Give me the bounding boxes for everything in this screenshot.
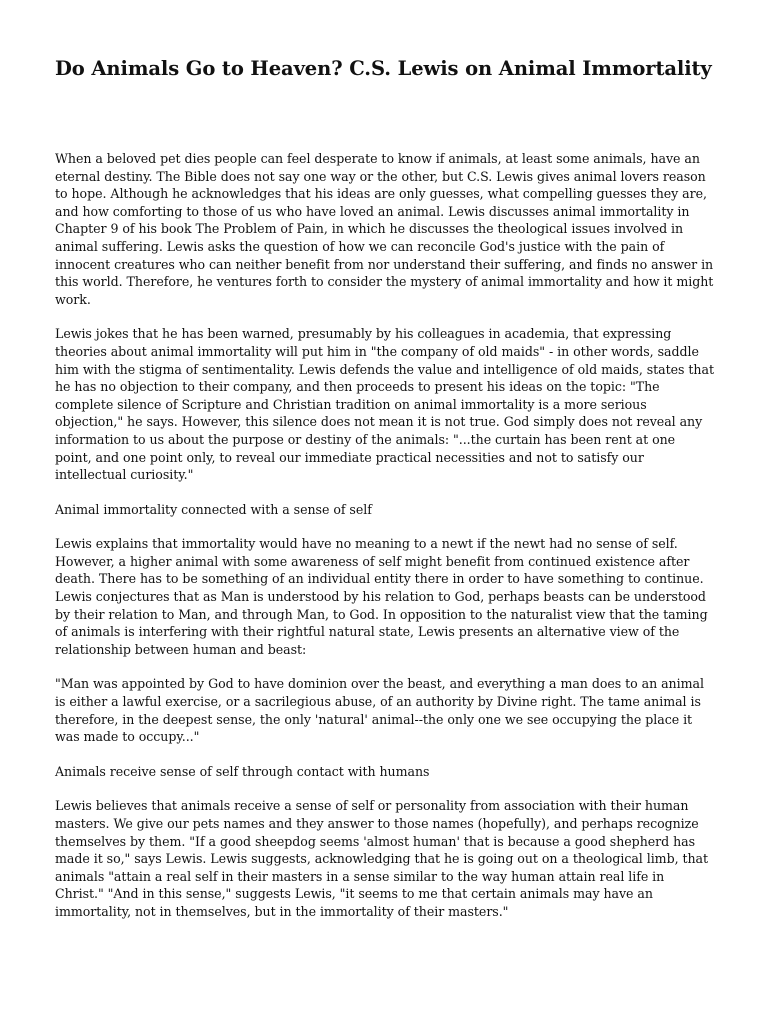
page-title: Do Animals Go to Heaven? C.S. Lewis on Animal Immortality	[55, 57, 712, 80]
section-heading-sense-of-self: Animal immortality connected with a sense of self	[55, 501, 372, 517]
paragraph-masters: Lewis believes that animals receive a sense of self or personality from association with their human masters. We give our pets names and they answer to those names (hopefully), and perhaps recognize themselves by them. "If a good sheepdog seems 'almost human' that is because a good shepherd has made it so," says Lewis. Lewis suggests, acknowledging that he is going out on a theological limb, that animals "attain a real self in their masters in a sense similar to the way human attain real life in Christ." "And in this sense," suggests Lewis, "it seems to me that certain animals may have an immortality, not in themselves, but in the immortality of their masters."	[55, 798, 709, 919]
paragraph-newt: Lewis explains that immortality would have no meaning to a newt if the newt had no sense of self. However, a higher animal with some awareness of self might benefit from continued existence after death. There has to be something of an individual entity there in order to have something to continue. Lewis conjectures that as Man is understood by his relation to God, perhaps beasts can be understood by their relation to Man, and through Man, to God. In opposition to the naturalist view that the taming of animals is interfering with their rightful natural state, Lewis presents an alternative view of the relationship between human and beast:	[55, 536, 708, 657]
article-body	[55, 150, 715, 938]
paragraph-old-maids: Lewis jokes that he has been warned, presumably by his colleagues in academia, that expressing theories about animal immortality will put him in "the company of old maids" - in other words, saddle him with the stigma of sentimentality. Lewis defends the value and intelligence of old maids, states that he has no objection to their company, and then proceeds to present his ideas on the topic: "The complete silence of Scripture and Christian tradition on animal immortality is a more serious objection," he says. However, this silence does not mean it is not true. God simply does not reveal any information to us about the purpose or destiny of the animals: "...the curtain has been rent at one point, and one point only, to reveal our immediate practical necessities and not to satisfy our intellectual curiosity."	[55, 326, 714, 483]
section-heading-contact-with-humans: Animals receive sense of self through contact with humans	[55, 763, 430, 779]
paragraph-quote-dominion: "Man was appointed by God to have dominion over the beast, and everything a man does to an animal is either a lawful exercise, or a sacrilegious abuse, of an authority by Divine right. The tame animal is therefore, in the deepest sense, the only 'natural' animal--the only one we see occupying the place it was made to occupy..."	[55, 676, 704, 745]
paragraph-intro: When a beloved pet dies people can feel desperate to know if animals, at least some animals, have an eternal destiny. The Bible does not say one way or the other, but C.S. Lewis gives animal lovers reason to hope. Although he acknowledges that his ideas are only guesses, what compelling guesses they are, and how comforting to those of us who have loved an animal. Lewis discusses animal immortality in Chapter 9 of his book The Problem of Pain, in which he discusses the theological issues involved in animal suffering. Lewis asks the question of how we can reconcile God's justice with the pain of innocent creatures who can neither benefit from nor understand their suffering, and finds no answer in this world. Therefore, he ventures forth to consider the mystery of animal immortality and how it might work.	[55, 151, 714, 307]
